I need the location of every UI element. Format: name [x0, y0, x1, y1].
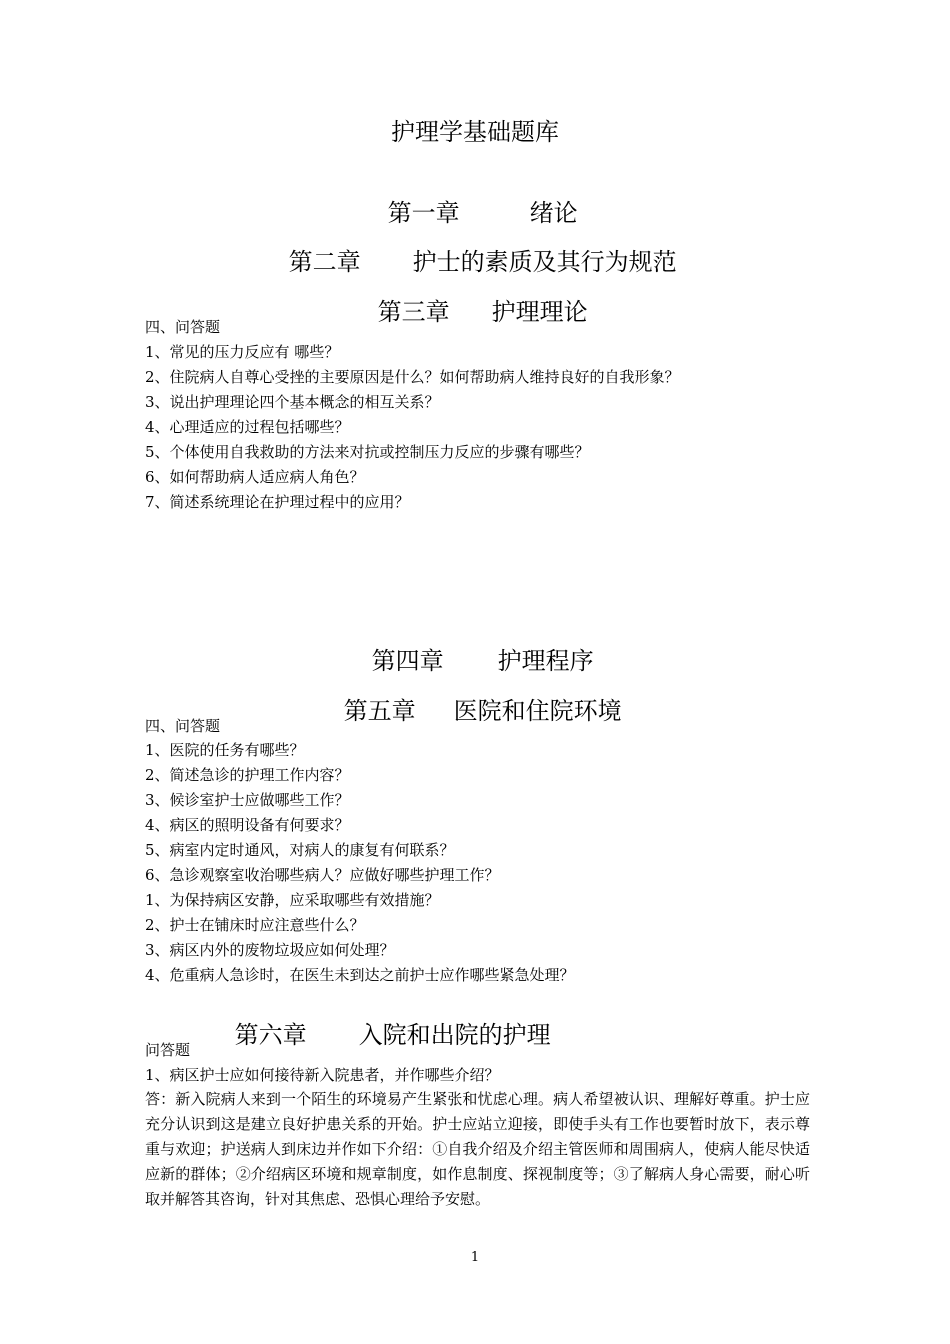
- chapter-4-name: 护理程序: [497, 647, 594, 675]
- document-title: 护理学基础题库: [391, 118, 559, 146]
- ch5-question-9: 3、病区内外的废物垃圾应如何处理？: [145, 941, 395, 959]
- chapter-5-section-label: 四、问答题: [145, 717, 221, 735]
- chapter-2-name: 护士的素质及其行为规范: [412, 248, 677, 276]
- chapter-6-number: 第六章: [234, 1021, 307, 1049]
- chapter-6-heading: [0, 990, 860, 1050]
- chapter-4-number: 第四章: [371, 647, 444, 675]
- ch5-question-8: 2、护士在铺床时应注意些什么？: [145, 916, 365, 934]
- ch5-question-10: 4、危重病人急诊时，在医生未到达之前护士应作哪些紧急处理？: [145, 966, 575, 984]
- ch3-question-3: 3、说出护理理论四个基本概念的相互关系？: [145, 393, 440, 411]
- chapter-1-name: 绪论: [529, 199, 578, 227]
- chapter-5-name: 医院和住院环境: [453, 697, 622, 725]
- ch5-question-7: 1、为保持病区安静，应采取哪些有效措施？: [145, 891, 440, 909]
- chapter-5-heading: [0, 666, 950, 726]
- ch3-question-2: 2、住院病人自尊心受挫的主要原因是什么？如何帮助病人维持良好的自我形象？: [145, 368, 680, 386]
- page-number: 1: [470, 1250, 480, 1265]
- ch5-question-1: 1、医院的任务有哪些？: [145, 741, 305, 759]
- chapter-3-name: 护理理论: [491, 298, 588, 326]
- ch6-question-1: 1、病区护士应如何接待新入院患者，并作哪些介绍？: [145, 1066, 500, 1084]
- chapter-1-number: 第一章: [387, 199, 460, 227]
- chapter-6-name: 入院和出院的护理: [358, 1021, 551, 1049]
- chapter-3-heading: [0, 267, 950, 327]
- ch5-question-3: 3、候诊室护士应做哪些工作？: [145, 791, 350, 809]
- ch3-question-5: 5、个体使用自我救助的方法来对抗或控制压力反应的步骤有哪些？: [145, 443, 590, 461]
- ch5-question-4: 4、病区的照明设备有何要求？: [145, 816, 350, 834]
- chapter-3-section-label: 四、问答题: [145, 318, 221, 336]
- chapter-6-section-label: 问答题: [145, 1041, 191, 1059]
- chapter-2-number: 第二章: [288, 248, 361, 276]
- ch3-question-1: 1、常见的压力反应有 哪些？: [145, 343, 340, 361]
- chapter-3-number: 第三章: [377, 298, 450, 326]
- ch5-question-2: 2、简述急诊的护理工作内容？: [145, 766, 350, 784]
- ch3-question-6: 6、如何帮助病人适应病人角色？: [145, 468, 365, 486]
- ch3-question-4: 4、心理适应的过程包括哪些？: [145, 418, 350, 436]
- ch5-question-5: 5、病室内定时通风，对病人的康复有何联系？: [145, 841, 455, 859]
- ch6-answer-paragraph: 答：新入院病人来到一个陌生的环境易产生紧张和忧虑心理。病人希望被认识、理解好尊重。护士应充分认识到这是建立良好护患关系的开始。护士应站立迎接，即使手头有工作也要暂时放下，表示尊重与欢迎；护送病人到床边并作如下介绍：①自我介绍及介绍主管医师和周围病人，使病人能尽快适应新的群体；②介绍病区环境和规章制度，如作息制度、探视制度等；③了解病人身心需要，耐心听取并解答其咨询，针对其焦虑、恐惧心理给予安慰。: [145, 1090, 810, 1208]
- ch3-question-7: 7、简述系统理论在护理过程中的应用？: [145, 493, 410, 511]
- ch5-question-6: 6、急诊观察室收治哪些病人？应做好哪些护理工作？: [145, 866, 500, 884]
- chapter-5-number: 第五章: [343, 697, 416, 725]
